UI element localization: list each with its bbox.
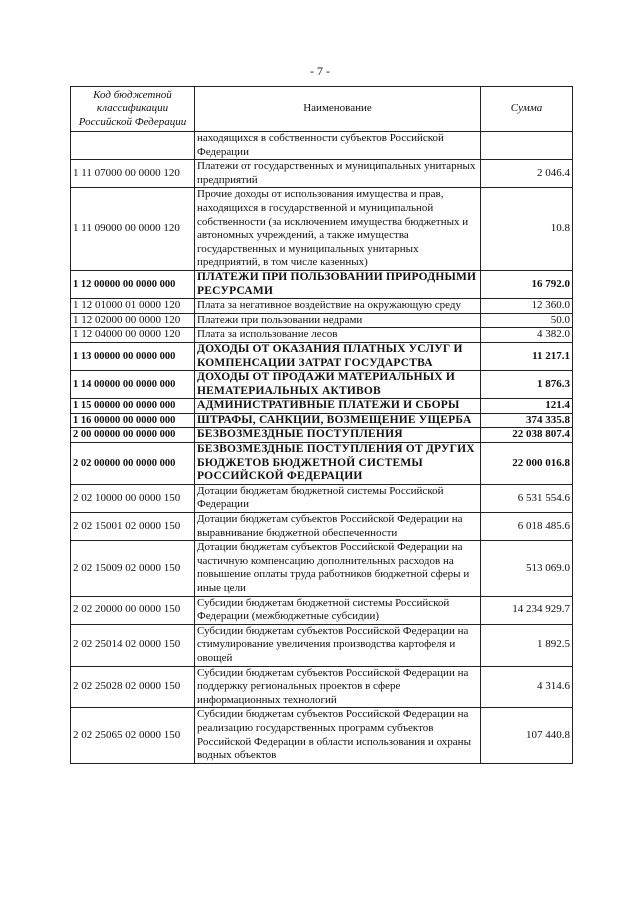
row-name: ДОХОДЫ ОТ ПРОДАЖИ МАТЕРИАЛЬНЫХ И НЕМАТЕРИАЛЬНЫХ АКТИВОВ bbox=[195, 371, 481, 399]
row-name: Плата за негативное воздействие на окружающую среду bbox=[195, 299, 481, 314]
row-name: ШТРАФЫ, САНКЦИИ, ВОЗМЕЩЕНИЕ УЩЕРБА bbox=[195, 413, 481, 428]
table-row bbox=[71, 484, 573, 512]
table-row bbox=[71, 443, 573, 485]
table-row bbox=[71, 513, 573, 541]
row-code: 2 02 25014 02 0000 150 bbox=[71, 624, 195, 666]
row-sum: 50.0 bbox=[481, 313, 573, 328]
table-row bbox=[71, 624, 573, 666]
row-sum: 1 892.5 bbox=[481, 624, 573, 666]
row-sum: 513 069.0 bbox=[481, 541, 573, 596]
row-name: АДМИНИСТРАТИВНЫЕ ПЛАТЕЖИ И СБОРЫ bbox=[195, 399, 481, 414]
row-sum: 4 382.0 bbox=[481, 328, 573, 343]
table-row bbox=[71, 188, 573, 271]
row-name: БЕЗВОЗМЕЗДНЫЕ ПОСТУПЛЕНИЯ ОТ ДРУГИХ БЮДЖЕТОВ БЮДЖЕТНОЙ СИСТЕМЫ РОССИЙСКОЙ ФЕДЕРАЦИИ bbox=[195, 443, 481, 485]
row-code: 2 02 00000 00 0000 000 bbox=[71, 443, 195, 485]
row-name: Прочие доходы от использования имущества и прав, находящихся в государственной и муниципальной собственности (за исключением имущества бюджетных и автономных учреждений, а также имущества государственных и муниципальных унитарных предприятий, в том числе казенных) bbox=[195, 188, 481, 271]
table-row bbox=[71, 313, 573, 328]
row-sum: 22 000 016.8 bbox=[481, 443, 573, 485]
budget-table bbox=[70, 86, 573, 764]
row-name: находящихся в собственности субъектов Российской Федерации bbox=[195, 132, 481, 160]
row-code: 1 14 00000 00 0000 000 bbox=[71, 371, 195, 399]
table-row bbox=[71, 413, 573, 428]
table-row bbox=[71, 596, 573, 624]
row-name: Субсидии бюджетам бюджетной системы Российской Федерации (межбюджетные субсидии) bbox=[195, 596, 481, 624]
row-code: 2 02 25065 02 0000 150 bbox=[71, 708, 195, 763]
table-row bbox=[71, 328, 573, 343]
row-sum bbox=[481, 132, 573, 160]
row-code: 2 00 00000 00 0000 000 bbox=[71, 428, 195, 443]
row-name: ДОХОДЫ ОТ ОКАЗАНИЯ ПЛАТНЫХ УСЛУГ И КОМПЕНСАЦИИ ЗАТРАТ ГОСУДАРСТВА bbox=[195, 342, 481, 370]
row-sum: 22 038 807.4 bbox=[481, 428, 573, 443]
row-sum: 4 314.6 bbox=[481, 666, 573, 708]
row-sum: 14 234 929.7 bbox=[481, 596, 573, 624]
row-sum: 16 792.0 bbox=[481, 270, 573, 298]
table-row bbox=[71, 342, 573, 370]
table-row bbox=[71, 160, 573, 188]
table-row bbox=[71, 399, 573, 414]
row-code: 1 12 02000 00 0000 120 bbox=[71, 313, 195, 328]
row-name: Субсидии бюджетам субъектов Российской Федерации на стимулирование увеличения производства картофеля и овощей bbox=[195, 624, 481, 666]
row-code: 2 02 20000 00 0000 150 bbox=[71, 596, 195, 624]
row-name: ПЛАТЕЖИ ПРИ ПОЛЬЗОВАНИИ ПРИРОДНЫМИ РЕСУРСАМИ bbox=[195, 270, 481, 298]
row-code: 1 12 04000 00 0000 120 bbox=[71, 328, 195, 343]
row-sum: 6 018 485.6 bbox=[481, 513, 573, 541]
table-row bbox=[71, 541, 573, 596]
row-sum: 12 360.0 bbox=[481, 299, 573, 314]
row-sum: 11 217.1 bbox=[481, 342, 573, 370]
row-name: Дотации бюджетам субъектов Российской Федерации на выравнивание бюджетной обеспеченности bbox=[195, 513, 481, 541]
row-code: 2 02 15001 02 0000 150 bbox=[71, 513, 195, 541]
row-name: Субсидии бюджетам субъектов Российской Федерации на поддержку региональных проектов в сфере информационных технологий bbox=[195, 666, 481, 708]
row-sum: 1 876.3 bbox=[481, 371, 573, 399]
row-name: БЕЗВОЗМЕЗДНЫЕ ПОСТУПЛЕНИЯ bbox=[195, 428, 481, 443]
row-code: 1 13 00000 00 0000 000 bbox=[71, 342, 195, 370]
row-sum: 107 440.8 bbox=[481, 708, 573, 763]
row-name: Платежи при пользовании недрами bbox=[195, 313, 481, 328]
row-name: Платежи от государственных и муниципальных унитарных предприятий bbox=[195, 160, 481, 188]
row-code: 2 02 10000 00 0000 150 bbox=[71, 484, 195, 512]
header-name: Наименование bbox=[195, 87, 481, 132]
row-name: Дотации бюджетам бюджетной системы Российской Федерации bbox=[195, 484, 481, 512]
row-code: 1 12 01000 01 0000 120 bbox=[71, 299, 195, 314]
table-row bbox=[71, 132, 573, 160]
row-code bbox=[71, 132, 195, 160]
row-code: 2 02 25028 02 0000 150 bbox=[71, 666, 195, 708]
table-row bbox=[71, 708, 573, 763]
table-row bbox=[71, 666, 573, 708]
row-code: 1 12 00000 00 0000 000 bbox=[71, 270, 195, 298]
row-sum: 6 531 554.6 bbox=[481, 484, 573, 512]
row-code: 1 15 00000 00 0000 000 bbox=[71, 399, 195, 414]
table-row bbox=[71, 270, 573, 298]
row-code: 1 11 07000 00 0000 120 bbox=[71, 160, 195, 188]
row-sum: 10.8 bbox=[481, 188, 573, 271]
row-code: 1 16 00000 00 0000 000 bbox=[71, 413, 195, 428]
row-name: Субсидии бюджетам субъектов Российской Федерации на реализацию государственных программ субъектов Российской Федерации в области использования и охраны водных объектов bbox=[195, 708, 481, 763]
table-row bbox=[71, 428, 573, 443]
header-sum: Сумма bbox=[481, 87, 573, 132]
table-header-row bbox=[71, 87, 573, 132]
table-row bbox=[71, 371, 573, 399]
row-name: Дотации бюджетам субъектов Российской Федерации на частичную компенсацию дополнительных расходов на повышение оплаты труда работников бюджетной сферы и иные цели bbox=[195, 541, 481, 596]
row-code: 1 11 09000 00 0000 120 bbox=[71, 188, 195, 271]
header-code: Код бюджетной классификации Российской Федерации bbox=[71, 87, 195, 132]
row-sum: 121.4 bbox=[481, 399, 573, 414]
row-sum: 2 046.4 bbox=[481, 160, 573, 188]
table-row bbox=[71, 299, 573, 314]
row-sum: 374 335.8 bbox=[481, 413, 573, 428]
row-name: Плата за использование лесов bbox=[195, 328, 481, 343]
page-number: - 7 - bbox=[310, 64, 330, 78]
row-code: 2 02 15009 02 0000 150 bbox=[71, 541, 195, 596]
